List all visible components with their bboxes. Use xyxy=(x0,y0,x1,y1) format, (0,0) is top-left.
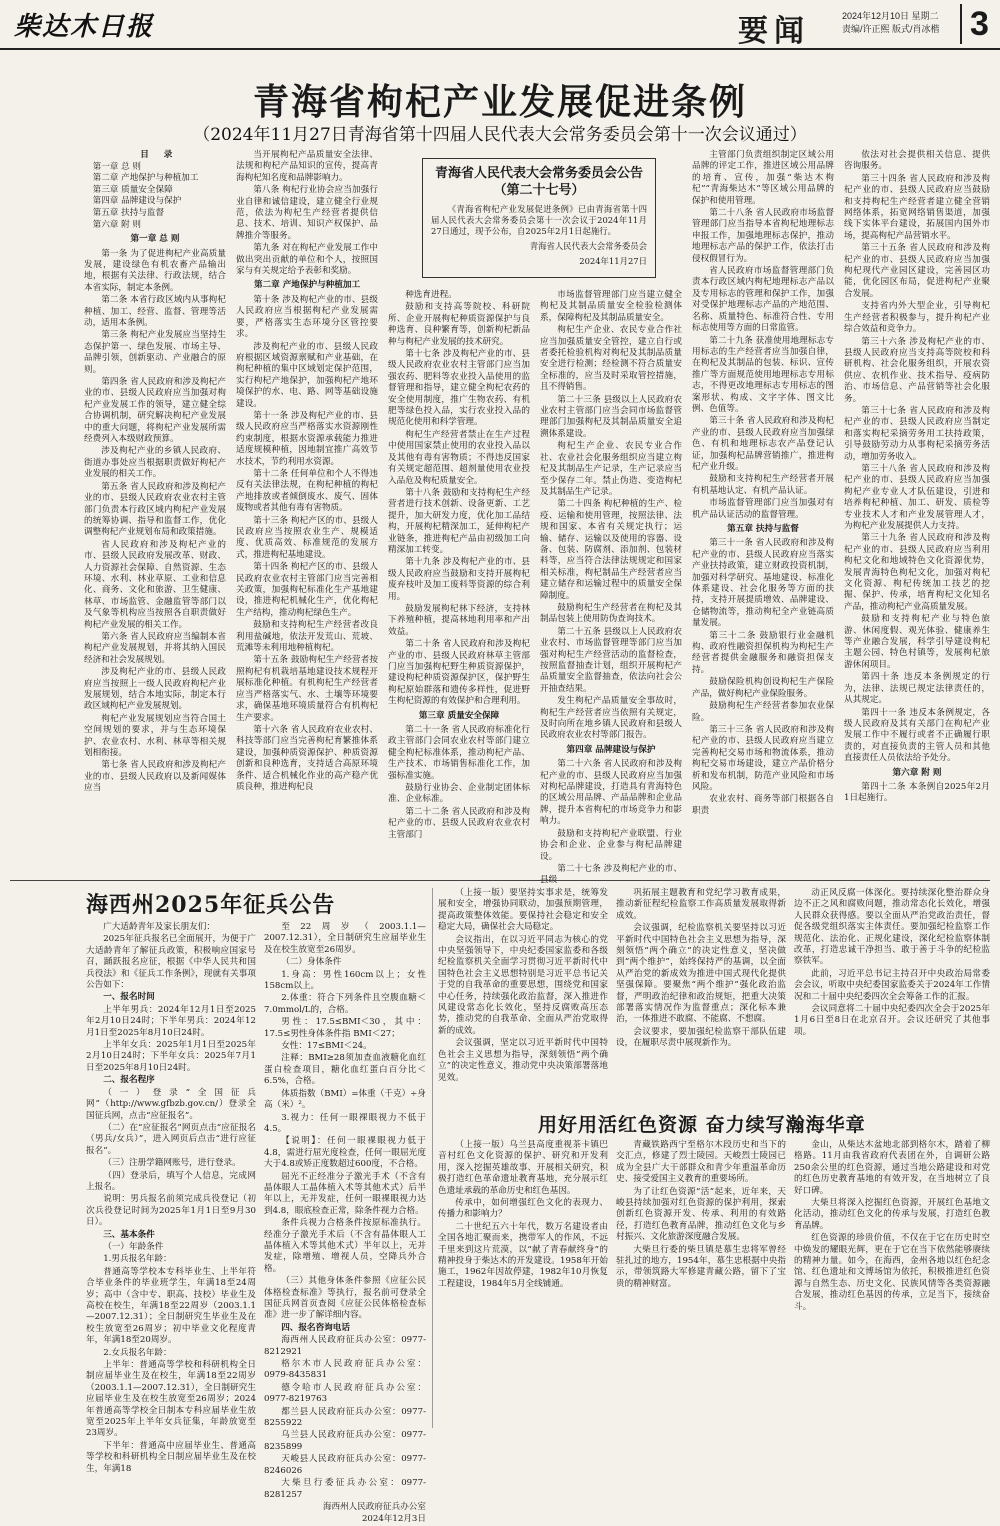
paragraph: 大柴旦行委征兵办公室：0977-8281257 xyxy=(264,1478,426,1500)
paragraph: 第二十五条 县级以上人民政府农业农村、市场监督管理等部门应当加强对枸杞生产经营活动的监督检查，按照监督抽查计划，组织开展枸杞产品质量安全监督抽查，依法向社会公开抽查结果。 xyxy=(540,626,682,694)
paragraph: 第十三条 枸杞产区的市、县级人民政府应当按照农业生产、规模适度、优质高效、标准规范的发展方式，推进枸杞基地建设。 xyxy=(236,515,378,560)
notice-title: 青海省人民代表大会常务委员会公告 xyxy=(434,166,643,181)
table-of-contents xyxy=(84,150,226,231)
paragraph: 第三十四条 省人民政府和涉及枸杞产业的市、县级人民政府应当鼓励和支持枸杞生产经营者建立健全营销网络体系，拓宽网络销售渠道，加强线下实体平台建设，拓展国内国外市场，提高枸杞产品营销水平。 xyxy=(844,173,990,241)
section-heading: 第二章 产地保护与种植加工 xyxy=(253,280,361,291)
paragraph: 上半年男兵：2024年12月1日至2025年2月10日24时；下半年男兵：2024年12月1日至2025年8月10日24时。 xyxy=(86,1004,256,1038)
paragraph: 女性：17≤BMI＜24。 xyxy=(281,1041,372,1052)
paragraph: 枸杞生产企业、农民专业合作社、农业社会化服务组织应当建立枸杞及其制品生产记录，生产记录应当至少保存二年。禁止伪造、变造枸杞及其制品生产记录。 xyxy=(540,441,682,497)
paragraph: 会议强调，坚定以习近平新时代中国特色社会主义思想为指导，深刻领悟“两个确立”的决定性意义，推动党中央决策部署落地见效。 xyxy=(438,1038,608,1083)
toc-item: 第三章 质量安全保障 xyxy=(92,184,173,195)
paragraph: 体质指数（BMI）=体重（千克）÷身高（米）²。 xyxy=(264,1088,426,1111)
law-column-3 xyxy=(388,290,530,878)
paragraph: 第三十二条 鼓励银行业金融机构、政府性融资担保机构为枸杞生产经营者提供金融服务和融资担保支持。 xyxy=(692,630,834,675)
paragraph: （二）在“应征报名”网页点击“应征报名（男兵/女兵）”，进入网页后点击“进行应征报名”。 xyxy=(86,1122,256,1156)
paragraph: 至22周岁（2003.1.1—2007.12.31），全日制研究生应届毕业生及在校生放宽至26周岁。 xyxy=(264,922,426,955)
paragraph: 下半年：普通高中应届毕业生、普通高等学校和科研机构全日制应届毕业生及在校生，年满18 xyxy=(86,1440,256,1474)
paragraph: 第三十六条 涉及枸杞产业的市、县级人民政府应当支持高等院校和科研机构、社会化服务组织，开展农资供应、农机作业、技术指导、疫病防治、市场信息、产品营销等社会化服务。 xyxy=(844,336,990,404)
paragraph: 大柴旦行委的柴旦镇是慕生忠将军曾经驻扎过的地方，1954年，慕生忠根据中央指示，带领筑路大军修建青藏公路，留下了宝贵的精神财富。 xyxy=(616,1244,786,1289)
issue-date: 2024年12月10日 星期二 xyxy=(842,11,939,21)
paragraph: 鼓励枸杞生产经营者在枸杞及其制品包装上使用防伪查询技术。 xyxy=(540,602,682,625)
paragraph: 第二十六条 省人民政府和涉及枸杞产业的市、县级人民政府应当加强对枸杞品牌建设，打造具有青海特色的区域公用品牌、产品品牌和企业品牌，提升本省枸杞的市场竞争力和影响力。 xyxy=(540,759,682,827)
paragraph: 依法对社会提供相关信息、提供咨询服务。 xyxy=(844,150,990,172)
paragraph: 金山，从柴达木盆地北部到格尔木，踏着了柳格路。11月由我省政府代表团在外，自调研公路250余公里的红色资源，通过当地公路建设和对党的红色历史教育基地的有效开发，在当地树立了良好口碑。 xyxy=(794,1140,990,1196)
paragraph: 第四十条 违反本条例规定的行为，法律、法规已规定法律责任的，从其规定。 xyxy=(844,672,990,706)
paragraph: 2.女兵报名年龄： xyxy=(103,1347,172,1358)
paragraph: 鼓励发展枸杞林下经济，支持林下养殖种植，提高林地利用率和产出效益。 xyxy=(388,603,530,637)
paragraph: 动正风反腐一体深化。要持续深化整治群众身边不正之风和腐败问题，推动常态化长效化，增强人民群众获得感。要以全面从严治党政治责任，督促各级党组织落实主体责任。要加强纪检监察工作规范化、法治化、正规化建设，深化纪检监察体制改革，打造忠诚干净担当、敢于善于斗争的纪检监察铁军。 xyxy=(794,888,990,967)
issue-editors: 责编/许正熙 版式/肖冰楷 xyxy=(842,24,940,34)
paragraph: 男性：17.5≤BMI＜30，其中：17.5≤男性身体条件指 BMI＜27； xyxy=(264,1017,426,1039)
paragraph: 会议指出，在以习近平同志为核心的党中央坚强领导下，中央纪委国家监委和各级纪检监察机关全面学习贯彻习近平新时代中国特色社会主义思想特别是习近平总书记关于党的自我革命的重要思想，围绕党和国家中心任务，持续强化政治监督，深入推进作风建设常态化长效化，坚持反腐败高压态势，推动党的自我革命、全面从严治党取得新的成效。 xyxy=(438,934,608,1036)
paragraph: 第三十一条 省人民政府和涉及枸杞产业的市、县级人民政府应当落实产业扶持政策，建立财政投资机制，加强对科学研究、基地建设、标准化体系建设、社会化服务等方面的扶持，支持开展提质增效、品牌建设、仓储物流等，推动枸杞全产业链高质量发展。 xyxy=(692,538,834,629)
paragraph: 格尔木市人民政府征兵办公室：0979-8435831 xyxy=(264,1359,426,1381)
section-heading: 第一章 总 则 xyxy=(130,234,180,245)
paragraph: 鼓励行业协会、企业制定团体标准、企业标准。 xyxy=(388,783,530,805)
section-heading: 第五章 扶持与监督 xyxy=(727,524,799,534)
paragraph: 涉及枸杞产业的市、县级人民政府根据区域资源禀赋和产业基础，在枸杞种植的集中区域划定保护范围，实行枸杞产地保护，加强枸杞产地环境保护的水、电、路、网等基础设施建设。 xyxy=(236,341,378,409)
red-resources-title: 用好用活红色资源 奋力续写瀚海华章 xyxy=(538,1114,866,1136)
newspaper-logo: 柴达木日报 xyxy=(14,12,155,42)
section-heading: 四、报名咨询电话 xyxy=(281,1322,350,1333)
conscription-date: 2024年12月3日 xyxy=(361,1514,426,1525)
paragraph: 第二十九条 获准使用地理标志专用标志的生产经营者应当加强自律，在枸杞及其制品的包装、标识、宣传推广等方面规范使用地理标志专用标志，不得更改地理标志专用标志的图案形状、构成、文字字体、图文比例、色值等。 xyxy=(692,335,834,414)
paragraph: 【说明】：任何一眼裸眼视力低于4.8，需进行屈光度检查，任何一眼屈光度大于4.8或矫正度数超过600度，不合格。 xyxy=(264,1136,426,1170)
paragraph: 红色资源的珍贵价值，不仅在于它在历史时空中焕发的耀眼光辉，更在于它在当下依然能够赓续的精神力量。如今，在海西，金州各地以红色纪念馆、红色遗址和文博场馆为依托，积极推进红色资源与自然生态、历史文化、民族风情等各类资源融合发展，推动红色基因的传承，立足当下，接续奋斗。 xyxy=(794,1233,990,1312)
notice-signature: 青海省人民代表大会常务委员会 xyxy=(529,241,647,251)
paragraph: （一）登录“全国征兵网”（http://www.gfbzb.gov.cn/）登录全国征兵网，点击“应征报名”。 xyxy=(86,1087,256,1121)
paragraph: 第三条 枸杞产业发展应当坚持生态保护第一、绿色发展、市场主导、品牌引领，创新驱动、产业融合的原则。 xyxy=(84,330,226,375)
law-column-1 xyxy=(84,150,226,878)
paragraph: 第十七条 涉及枸杞产业的市、县级人民政府农业农村主管部门应当加强农药、肥料等农业投入品使用的监督管理和指导，建立健全枸杞农药的安全使用制度，推广生物农药、有机肥等绿色投入品，实行农业投入品的规范化使用和科学管理。 xyxy=(388,349,530,428)
law-subtitle: （2024年11月27日青海省第十四届人民代表大会常务委员会第十一次会议通过） xyxy=(193,125,807,145)
toc-heading: 目 录 xyxy=(140,150,179,160)
paragraph: 第二十一条 省人民政府标准化行政主管部门会同农业农村等部门建立健全枸杞标准体系，推动枸杞产品、生产技术、市场销售标准化工作，加强标准实施。 xyxy=(388,725,530,781)
page-number: 3 xyxy=(960,4,989,44)
conscription-signature: 海西州人民政府征兵办公室 xyxy=(322,1501,426,1512)
law-column-5 xyxy=(692,150,834,878)
paragraph: 第四十二条 本条例自2025年2月1日起施行。 xyxy=(844,781,990,804)
paragraph: 枸杞生产经营者禁止在生产过程中使用国家禁止使用的农业投入品以及其他有毒有害物质；不得违反国家有关规定超范围、超剂量使用农业投入品危及枸杞质量安全。 xyxy=(388,429,530,486)
paragraph: 传承中，如何增强红色文化的表现力、传播力和影响力？ xyxy=(438,1198,608,1220)
red-resources-column-2 xyxy=(616,1140,786,1428)
paragraph: 说明：男兵报名前须完成兵役登记（初次兵役登记时间为2025年1月1日至9月30日）。 xyxy=(86,1194,256,1228)
paragraph: 第二十条 省人民政府和涉及枸杞产业的市、县级人民政府林草主管部门应当加强枸杞野生种质资源保护，建设枸杞种质资源保护区，保护野生枸杞原始群落和遗传多样性，促进野生枸杞资源的有效保护和合理利用。 xyxy=(388,639,530,707)
red-resources-column-1 xyxy=(438,1140,608,1428)
paragraph: 第三十三条 省人民政府和涉及枸杞产业的市、县级人民政府应当建立完善枸杞交易市场和物流体系，推动枸杞交易市场建设，建立产品价格分析和发布机制，防范产业风险和市场风险。 xyxy=(692,724,834,792)
paragraph: 为了让红色资源“活”起来，近年来，天峻县持续加强对红色资源的保护利用，探索创新红色资源开发、传承、利用的有效路径，打造红色教育品牌，推动红色文化与乡村振兴、文化旅游深度融合发展。 xyxy=(616,1186,786,1243)
paragraph: 海西州人民政府征兵办公室：0977-8212921 xyxy=(264,1335,426,1357)
paragraph: 第八条 枸杞行业协会应当加强行业自律和诚信建设，建立健全行业规范，依法为枸杞生产经营者提供信息、技术、培训、知识产权保护、品牌推介等服务。 xyxy=(236,185,378,241)
paragraph: 屈光不正经准分子激光手术（不含有晶体眼人工晶体植入术等其他术式）后半年以上，无并发症，任何一眼裸眼视力达到4.8，眼底检查正常，除条件视力合格。 xyxy=(264,1171,426,1216)
paragraph: 第七条 省人民政府和涉及枸杞产业的市、县级人民政府以及新闻媒体应当 xyxy=(84,760,226,794)
law-column-2 xyxy=(236,150,378,878)
paragraph: 第十五条 鼓励枸杞生产经营者按照枸杞有机栽培基地建设技术规程开展标准化种植。有机枸杞生产经营者应当严格落实气、水、土壤等环境要求，确保基地环境质量符合有机枸杞生产要求。 xyxy=(236,655,378,723)
paragraph: 1.身高：男性160cm以上；女性158cm以上。 xyxy=(264,969,426,992)
paragraph: 会议同意将二十届中央纪委四次全会于2025年1月6日至8日在北京召开。会议还研究了其他事项。 xyxy=(794,1004,990,1037)
paragraph: 普通高等学校本专科毕业生、上半年符合毕业条件的毕业班学生，年满18至24周岁；高中（含中专、职高、技校）毕业生及高校在校生，年满18至22周岁（2003.1.1—2007.12.31）；全日制研究生毕业生及在校生放宽至26周岁；初中毕业文化程度青年，年满18至20周岁。 xyxy=(86,1266,256,1346)
paragraph: 上半年：普通高等学校和科研机构全日制应届毕业生及在校生，年满18至22周岁（2003.1.1—2007.12.31），全日制研究生应届毕业生及在校生放宽至26周岁；2024年普通高等学校全日制本专科应届毕业生放宽至2025年上半年女兵征集，年龄放宽至23周岁。 xyxy=(86,1360,256,1439)
paragraph: （三）其他身体条件参照《应征公民体格检查标准》等执行，报名前可登录全国征兵网首页查阅《应征公民体格检查标准》进一步了解详细内容。 xyxy=(264,1276,426,1321)
paragraph: 第二十二条 省人民政府和涉及枸杞产业的市、县级人民政府农业农村主管部门 xyxy=(388,806,530,840)
paragraph: 第三十七条 省人民政府和涉及枸杞产业的市、县级人民政府应当制定和落实枸杞采摘劳务用工扶持政策，引导鼓励劳动力从事枸杞采摘劳务活动，增加劳务收入。 xyxy=(844,405,990,462)
law-column-6 xyxy=(844,150,990,878)
paragraph: 省人民政府市场监督管理部门负责本行政区域内枸杞地理标志产品以及专用标志的管理和保护工作，加强对受保护地理标志产品的产地范围、名称、质量特色、标准符合性、专用标志使用等方面的日常监管。 xyxy=(692,266,834,334)
paragraph: 涉及枸杞产业的乡镇人民政府、街道办事处应当根据职责做好枸杞产业发展的相关工作。 xyxy=(84,446,226,480)
toc-item: 第四章 品牌建设与保护 xyxy=(92,196,182,207)
paragraph: 2.体重：符合下列条件且空腹血糖＜7.0mmol/L的，合格。 xyxy=(264,993,426,1015)
section-heading: 三、基本条件 xyxy=(103,1229,155,1240)
notice-body: 《青海省枸杞产业发展促进条例》已由青海省第十四届人民代表大会常务委员会第十一次会议于2024年11月27日通过，现予公布，自2025年2月1日起施行。 xyxy=(431,204,647,236)
paragraph: 3.视力：任何一眼裸眼视力不低于4.5。 xyxy=(264,1112,426,1134)
paragraph: 青藏铁路西宁至格尔木段历史和当下的交汇点，修建了烈士陵园。天峻烈士陵园已成为全县广大干部群众和青少年重温革命历史、接受爱国主义教育的重要场所。 xyxy=(616,1140,786,1185)
conscription-column-2 xyxy=(264,922,426,1525)
paragraph: 第二十七条 涉及枸杞产业的市、县级 xyxy=(540,863,682,886)
paragraph: 市场监督管理部门应当建立健全枸杞及其制品质量安全检验检测体系，保障枸杞及其制品质量安全。 xyxy=(540,290,682,323)
notice-date: 2024年11月27日 xyxy=(579,256,647,266)
paragraph: 鼓励和支持枸杞生产经营者开展有机基地认定、有机产品认证。 xyxy=(692,474,834,496)
paragraph: 第六条 省人民政府应当编制本省枸杞产业发展规划，并将其纳入国民经济和社会发展规划。 xyxy=(84,631,226,665)
paragraph: 第二条 本省行政区域内从事枸杞种植、加工、经营、监督、管理等活动，适用本条例。 xyxy=(84,295,226,328)
paragraph: 德令哈市人民政府征兵办公室：0977-8219763 xyxy=(264,1382,426,1405)
paragraph: 巩拓展主题教育和党纪学习教育成果，推动新征程纪检监察工作高质量发展取得新成效。 xyxy=(616,888,786,921)
law-body xyxy=(84,150,990,886)
paragraph: 乌兰县人民政府征兵办公室：0977-8235899 xyxy=(264,1430,426,1452)
section-heading: 第六章 附 则 xyxy=(892,767,942,778)
column-rule xyxy=(432,888,433,1428)
paragraph: 第十一条 涉及枸杞产业的市、县级人民政府应当严格落实水资源刚性约束制度，根据水资源承载能力推进适度规模种植，因地制宜推广高效节水技术，节约利用水资源。 xyxy=(236,410,378,467)
paragraph: 鼓励枸杞生产经营者参加农业保险。 xyxy=(692,701,834,723)
paragraph: 此前，习近平总书记主持召开中央政治局常委会会议，听取中央纪委国家监委关于2024年工作情况和二十届中央纪委四次全会筹备工作的汇报。 xyxy=(794,968,990,1002)
paragraph: 第二十四条 枸杞种植的生产、检疫、运输和使用管理，按照法律、法规和国家、本省有关规定执行；运输、储存、运输以及使用的容器、设备、包装、防腐剂、添加剂、包装材料等，应当符合法律法规规定和国家相关标准，枸杞制品生产经营者应当建立储存和运输过程中的质量安全保障制度。 xyxy=(540,499,682,601)
paragraph: （一）年龄条件 xyxy=(103,1241,164,1252)
paragraph: 第十二条 任何单位和个人不得违反有关法律法规，在枸杞种植的枸杞产地排放或者倾倒废水、废气、固体废物或者其他有毒有害物质。 xyxy=(236,468,378,514)
paragraph: 市场监督管理部门应当加强对有机产品认证活动的监督管理。 xyxy=(692,498,834,520)
paragraph: 条件兵视力合格条件按原标准执行。经准分子激光手术后（不含有晶体眼人工晶体植入术等其他术式）半年以上，无并发症，除增殖、增视人员，空降兵外合格。 xyxy=(264,1218,426,1274)
paragraph: 发生枸杞产品质量安全事故时，枸杞生产经营者应当依照有关规定，及时向所在地乡镇人民政府和县级人民政府农业农村等部门报告。 xyxy=(540,696,682,741)
section-heading: 第三章 质量安全保障 xyxy=(418,710,500,721)
masthead xyxy=(0,0,1000,50)
paragraph: 第三十九条 省人民政府和涉及枸杞产业的市、县级人民政府应当利用枸杞文化和地域特色文化资源优势，发展青海特色枸杞文化，加强对枸杞文化资源、枸杞传统加工技艺的挖掘、保护、传承，培育枸杞文化知名产品，推动枸杞产业高质量发展。 xyxy=(844,533,990,612)
conscription-title: 海西州2025年征兵公告 xyxy=(86,892,336,918)
paragraph: 第五条 省人民政府和涉及枸杞产业的市、县级人民政府农业农村主管部门负责本行政区域内枸杞产业发展的统筹协调、指导和监督工作，优化调整枸杞产业规划布局和政策措施。 xyxy=(84,481,226,538)
paragraph: 种选育进程。 xyxy=(405,290,457,300)
meeting-column-1 xyxy=(438,888,608,1102)
section-name: 要闻 xyxy=(738,14,810,49)
law-title: 青海省枸杞产业发展促进条例 xyxy=(252,81,747,123)
paragraph: 第一条 为了促进枸杞产业高质量发展，建设绿色有机农畜产品输出地，根据有关法律、行政法规，结合本省实际，制定本条例。 xyxy=(84,248,226,293)
paragraph: 枸杞生产企业、农民专业合作社应当加强质量安全管控，建立自行或者委托检验机构对枸杞及其制品质量安全进行检测；经检测不符合质量安全标准的，应当及时采取管控措施，且不得销售。 xyxy=(540,325,682,393)
meeting-column-2 xyxy=(616,888,786,1102)
toc-item: 第五章 扶持与监督 xyxy=(92,207,165,218)
toc-item: 第二章 产地保护与种植加工 xyxy=(92,173,199,184)
section-heading: 二、报名程序 xyxy=(103,1075,155,1086)
red-resources-column-3 xyxy=(794,1140,990,1428)
section-heading: 第四章 品牌建设与保护 xyxy=(566,744,656,755)
paragraph: 鼓励和支持枸杞产业联盟、行业协会和企业、企业参与枸杞品牌建设。 xyxy=(540,828,682,862)
paragraph: 第十条 涉及枸杞产业的市、县级人民政府应当根据枸杞产业发展需要，严格落实生态环境分区管控要求。 xyxy=(236,294,378,340)
paragraph: （四）登录后，填写个人信息，完成网上报名。 xyxy=(86,1170,256,1192)
paragraph: 枸杞产业发展规划应当符合国土空间规划的要求，并与生态环境保护、农业农村、水利、林草等相关规划相衔接。 xyxy=(84,713,226,759)
paragraph: 鼓励和支持枸杞产业与特色旅游、休闲度假、观光体验、健康养生等产业融合发展，科学引导建设枸杞主题公园、特色村镇等，发展枸杞旅游休闲项目。 xyxy=(844,614,990,670)
paragraph: 主管部门负责组织制定区域公用品牌的评定工作，推进区域公用品牌的培育、宣传，加强“柴达木枸杞”“青海柴达木”等区域公用品牌的保护和使用管理。 xyxy=(692,150,834,206)
paragraph: 第十八条 鼓励和支持枸杞生产经营者进行技术创新、设备更新、工艺提升，加大研发力度，优化加工品结构，开展枸杞精深加工，延伸枸杞产业链条，推进枸杞产品由初级加工向精深加工转变。 xyxy=(388,487,530,555)
paragraph: 广大适龄青年及家长朋友们： xyxy=(103,922,215,932)
issue-info xyxy=(842,10,940,36)
paragraph: 1.男兵报名年龄： xyxy=(103,1254,172,1265)
paragraph: 天峻县人民政府征兵办公室：0977-8246026 xyxy=(264,1454,426,1476)
paragraph: 会议强调，纪检监察机关要坚持以习近平新时代中国特色社会主义思想为指导，深刻领悟“两个确立”的决定性意义，坚决做到“两个维护”，始终保持严的基调，以全面从严治党的新成效为推进中国式现代化提供坚强保障。要聚焦“两个维护”强化政治监督，严明政治纪律和政治规矩，把重大决策部署落实情况作为监督重点；深化标本兼治，一体推进不敢腐、不能腐、不想腐。 xyxy=(616,923,786,1025)
paragraph: 大柴旦将深入挖掘红色资源，开展红色基地文化活动，推动红色文化的传承与发展，打造红色教育品牌。 xyxy=(794,1198,990,1231)
paragraph: 会议要求，要加强纪检监察干部队伍建设，在履职尽责中展现新作为。 xyxy=(616,1026,786,1049)
paragraph: 第三十八条 省人民政府和涉及枸杞产业的市、县级人民政府应当加强枸杞产业专业人才队伍建设，引进和培养枸杞种植、加工、研发、质检等专业技术人才和产业发展管理人才，为枸杞产业发展提供人力支持。 xyxy=(844,463,990,531)
paragraph: （上接一版）要坚持实事求是，统筹发展和安全，增强协同联动，加强预期管理，提高政策整体效能。要保持社会稳定和安全稳定大局，确保社会大局稳定。 xyxy=(438,888,608,933)
paragraph: 农业农村、商务等部门根据各自职责 xyxy=(692,794,834,816)
conscription-column-1 xyxy=(86,922,256,1474)
paragraph: 二十世纪五六十年代，数万名建设者由全国各地汇聚而来，携带军人的作风，不远千里来到这片荒漠，以“献了青春献终身”的精神投身于柴达木的开发建设。1958年开始施工，1962年因故停建，1982年10月恢复工程建设，1984年5月全线铺通。 xyxy=(438,1221,608,1289)
paragraph: 第四条 省人民政府和涉及枸杞产业的市、县级人民政府应当加强对枸杞产业发展工作的领导，建立健全综合协调机制，研究解决枸杞产业发展中的重大问题，将枸杞产业发展所需经费列入本级财政预算。 xyxy=(84,377,226,445)
paragraph: 注释：BMI≥28须加查血液糖化血红蛋白检查项目，糖化血红蛋白百分比＜6.5%，合格。 xyxy=(264,1053,426,1087)
toc-item: 第一章 总 则 xyxy=(92,161,142,172)
notice-number: （第二十七号） xyxy=(493,183,585,198)
paragraph: 第十四条 枸杞产区的市、县级人民政府农业农村主管部门应当完善相关政策，加强枸杞标准化生产基地建设，推进枸杞机械化生产，优化枸杞生产结构，推动枸杞绿色生产。 xyxy=(236,562,378,618)
paragraph: 都兰县人民政府征兵办公室：0977-8255922 xyxy=(264,1406,426,1429)
paragraph: 第十九条 涉及枸杞产业的市、县级人民政府应当鼓励和支持开展枸杞废弃枝叶及加工废料等资源的综合利用。 xyxy=(388,557,530,602)
official-notice-box xyxy=(422,158,656,278)
paragraph: （上接一版）乌兰县高度重视茶卡镇巴音村红色文化资源的保护、研究和开发利用，深入挖掘英雄故事、开展相关研究，积极打造红色革命遗址教育基地，充分展示红色遗址承载的革命历史和红色基因。 xyxy=(438,1140,608,1196)
paragraph: （三）注册学籍网账号，进行登录。 xyxy=(103,1158,241,1169)
paragraph: （二）身体条件 xyxy=(281,957,342,968)
paragraph: 省人民政府和涉及枸杞产业的市、县级人民政府发展改革、财政、人力资源社会保障、自然资源、生态环境、水利、林业草原、工业和信息化、商务、文化和旅游、卫生健康、林草、市场监管、金融监管等部门以及气象等机构应当按照各自职责做好枸杞产业发展的相关工作。 xyxy=(84,539,226,630)
paragraph: 第二十三条 县级以上人民政府农业农村主管部门应当会同市场监督管理部门加强枸杞及其制品质量安全追溯体系建设。 xyxy=(540,394,682,439)
paragraph: 鼓励保险机构创设枸杞生产保险产品，做好枸杞产业保险服务。 xyxy=(692,677,834,699)
toc-item: 第六章 附 则 xyxy=(92,219,142,230)
paragraph: 涉及枸杞产业的市、县级人民政府应当按照上一级人民政府枸杞产业发展规划，结合本地实际，制定本行政区域枸杞产业发展规划。 xyxy=(84,667,226,712)
paragraph: 当开展枸杞产品质量安全法律、法规和枸杞产品知识的宣传，提高青海枸杞知名度和品牌影响力。 xyxy=(236,150,378,183)
paragraph: 第三十条 省人民政府和涉及枸杞产业的市、县级人民政府应当加强绿色、有机和地理标志农产品登记认证，加强枸杞品牌营销推广，推进枸杞产业升级。 xyxy=(692,416,834,472)
paragraph: 2025年征兵报名已全面展开，为便于广大适龄青年了解征兵政策，积极响应国家号召，踊跃报名应征，根据《中华人民共和国兵役法》和《征兵工作条例》，现就有关事项公告如下： xyxy=(86,934,256,991)
paragraph: 支持省内外大型企业，引导枸杞生产经营者积极参与，提升枸杞产业综合效益和竞争力。 xyxy=(844,301,990,335)
paragraph: 上半年女兵：2025年1月1日至2025年2月10日24时；下半年女兵：2025年7月1日至2025年8月10日24时。 xyxy=(86,1040,256,1073)
meeting-column-3 xyxy=(794,888,990,1102)
paragraph: 第三十五条 省人民政府和涉及枸杞产业的市、县级人民政府应当加强枸杞现代产业园区建设，完善园区功能，优化园区布局，促进枸杞产业聚合发展。 xyxy=(844,243,990,299)
paragraph: 鼓励和支持枸杞生产经营者改良利用盐碱地，依法开发荒山、荒坡、荒滩等未利用地种植枸杞。 xyxy=(236,620,378,654)
paragraph: 第十六条 省人民政府农业农村、科技等部门应当完善枸杞育繁推体系建设，加强种质资源保护、种质资源创新和良种选育，支持适合高原环境条件、适合机械化作业的高产稳产优质良种，推进枸杞良 xyxy=(236,724,378,792)
section-heading: 一、报名时间 xyxy=(103,992,155,1003)
section-divider xyxy=(10,880,990,881)
law-column-4 xyxy=(540,290,682,886)
paragraph: 第二十八条 省人民政府市场监督管理部门应当指导本省枸杞地理标志申报工作，加强地理标志保护，推动地理标志产品的保护工作，依法打击侵权假冒行为。 xyxy=(692,208,834,264)
paragraph: 第四十一条 违反本条例规定，各级人民政府及其有关部门在枸杞产业发展工作中不履行或者不正确履行职责的，对直接负责的主管人员和其他直接责任人员依法给予处分。 xyxy=(844,707,990,764)
paragraph: 第九条 对在枸杞产业发展工作中做出突出贡献的单位和个人，按照国家与有关规定给予表彰和奖励。 xyxy=(236,243,378,277)
paragraph: 鼓励和支持高等院校、科研院所、企业开展枸杞种质资源保护与良种选育、良种繁育等，创新枸杞新品种与枸杞产业发展的技术研究。 xyxy=(388,302,530,347)
